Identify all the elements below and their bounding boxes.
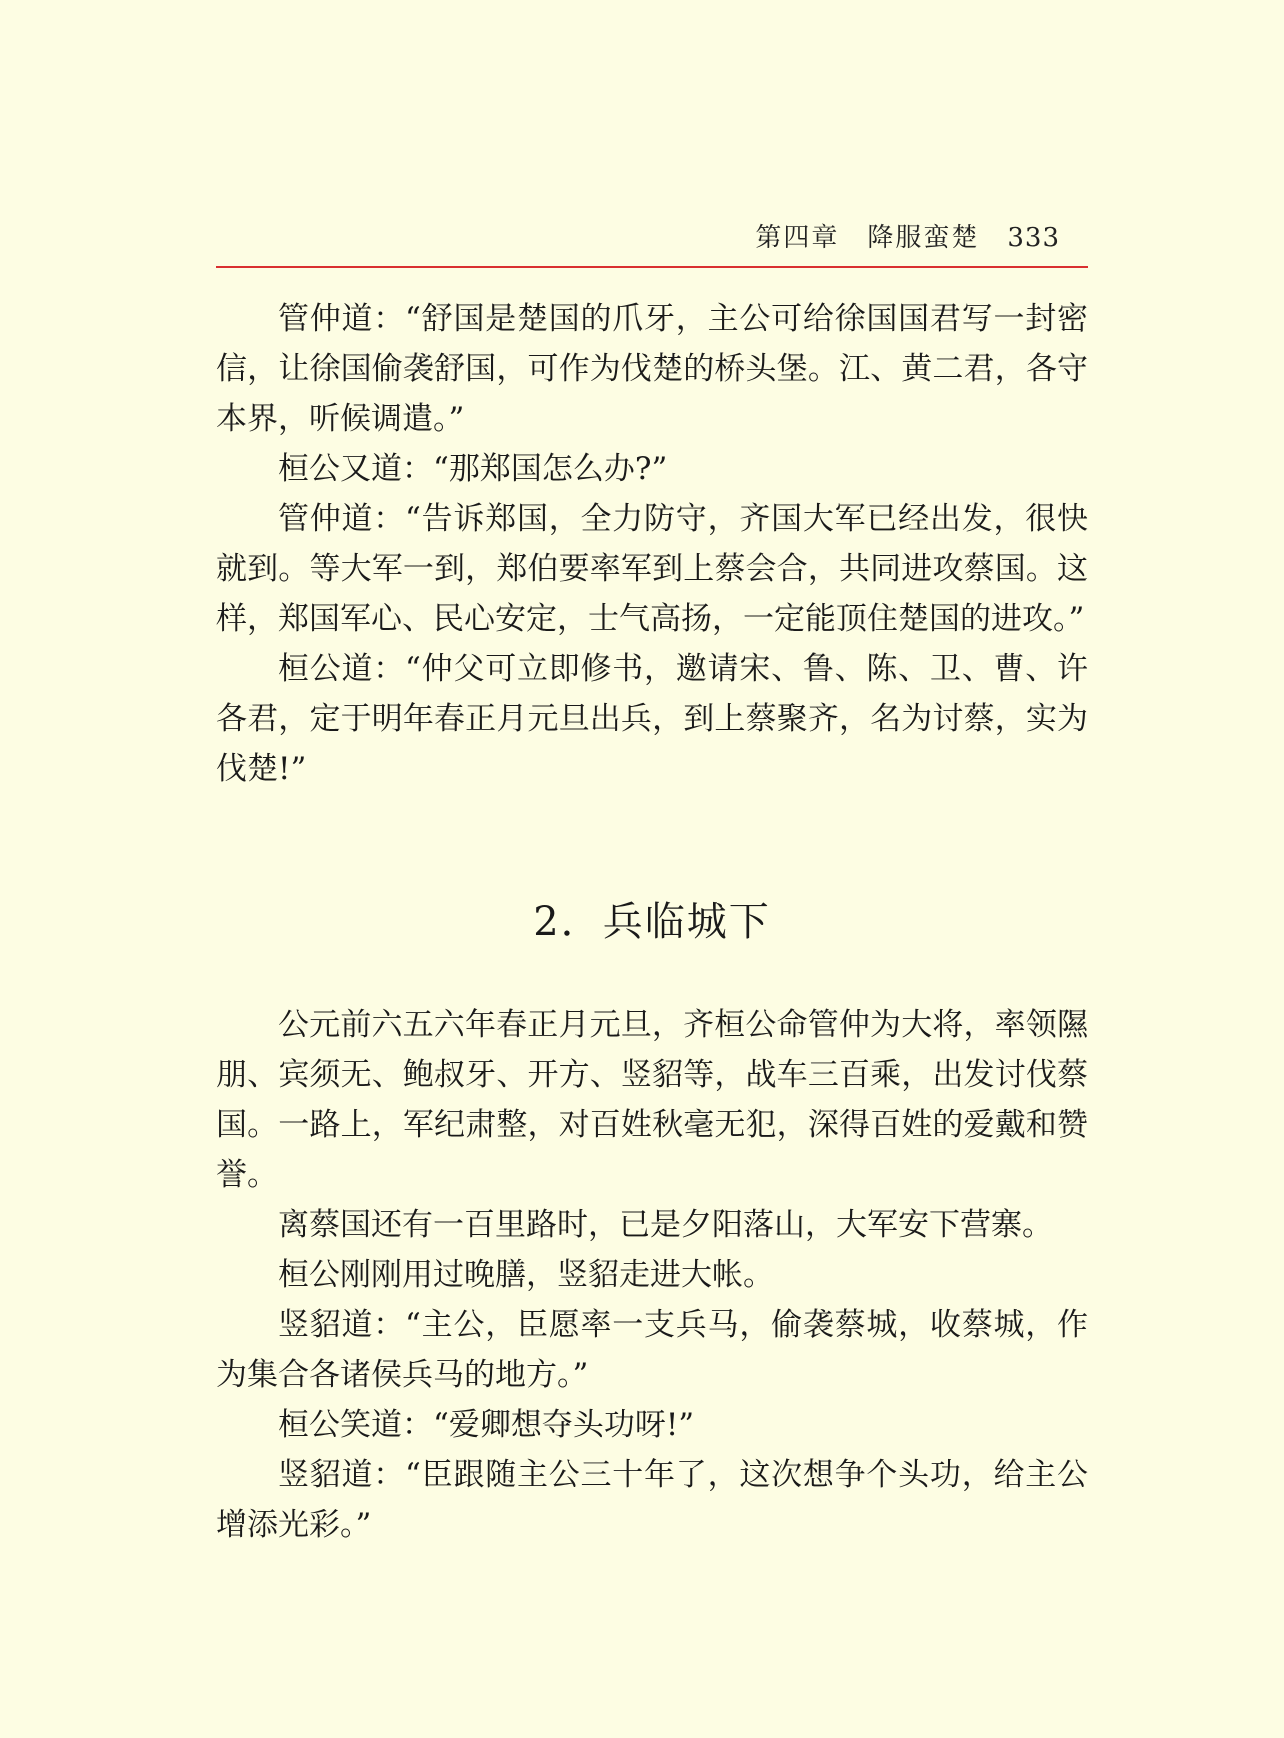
paragraph: 竖貂道：“臣跟随主公三十年了，这次想争个头功，给主公增添光彩。” <box>216 1457 1088 1543</box>
header-rule <box>216 266 1088 268</box>
section-heading: 2．兵临城下 <box>533 899 771 945</box>
text-block-top <box>216 294 1088 794</box>
paragraph: 桓公笑道：“爱卿想夺头功呀!” <box>278 1407 695 1443</box>
paragraph: 公元前六五六年春正月元旦，齐桓公命管仲为大将，率领隰朋、宾须无、鲍叔牙、开方、竖貂等，战车三百乘，出发讨伐蔡国。一路上，军纪肃整，对百姓秋毫无犯，深得百姓的爱戴和赞誉。 <box>216 1007 1088 1193</box>
chapter-number: 第四章 <box>755 223 840 253</box>
paragraph: 管仲道：“告诉郑国，全力防守，齐国大军已经出发，很快就到。等大军一到，郑伯要率军到上蔡会合，共同进攻蔡国。这样，郑国军心、民心安定，士气高扬，一定能顶住楚国的进攻。” <box>216 501 1088 637</box>
paragraph: 管仲道：“舒国是楚国的爪牙，主公可给徐国国君写一封密信，让徐国偷袭舒国，可作为伐楚的桥头堡。江、黄二君，各守本界，听候调遣。” <box>216 301 1088 437</box>
paragraph: 离蔡国还有一百里路时，已是夕阳落山，大军安下营寨。 <box>278 1207 1053 1243</box>
paragraph: 桓公刚刚用过晚膳，竖貂走进大帐。 <box>278 1257 774 1293</box>
running-header <box>216 218 1088 258</box>
text-block-bottom <box>216 1000 1088 1550</box>
page-number: 333 <box>1007 223 1060 253</box>
chapter-title: 降服蛮楚 <box>867 223 980 253</box>
paragraph: 竖貂道：“主公，臣愿率一支兵马，偷袭蔡城，收蔡城，作为集合各诸侯兵马的地方。” <box>216 1307 1088 1393</box>
paragraph: 桓公又道：“那郑国怎么办?” <box>278 451 668 487</box>
paragraph: 桓公道：“仲父可立即修书，邀请宋、鲁、陈、卫、曹、许各君，定于明年春正月元旦出兵，到上蔡聚齐，名为讨蔡，实为伐楚!” <box>216 651 1088 787</box>
